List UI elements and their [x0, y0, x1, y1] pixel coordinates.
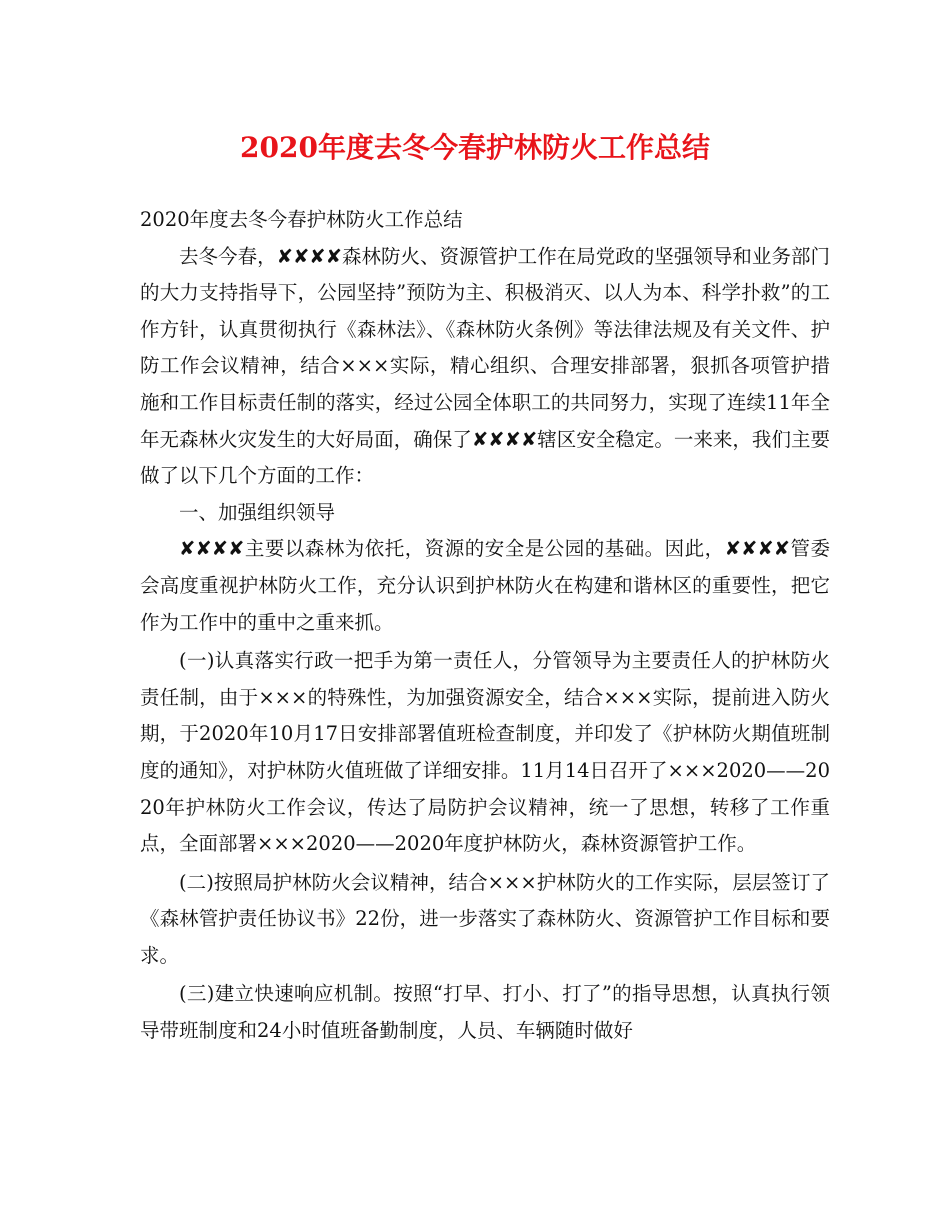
paragraph-item-2: (二)按照局护林防火会议精神，结合×××护林防火的工作实际，层层签订了《森林管护责任协议书》22份，进一步落实了森林防火、资源管护工作目标和要求。 [140, 870, 830, 967]
paragraph-intro: 去冬今春，✘✘✘✘森林防火、资源管护工作在局党政的坚强领导和业务部门的大力支持指导下，公园坚持”预防为主、积极消灭、以人为本、科学扑救”的工作方针，认真贯彻执行《森林法》、《森林防火条例》等法律法规及有关文件、护防工作会议精神，结合×××实际，精心组织、合理安排部署，狠抓各项管护措施和工作目标责任制的落实，经过公园全体职工的共同努力，实现了连续11年全年无森林火灾发生的大好局面，确保了✘✘✘✘辖区安全稳定。一来来，我们主要做了以下几个方面的工作： [140, 244, 830, 488]
paragraph-organization: ✘✘✘✘主要以森林为依托，资源的安全是公园的基础。因此，✘✘✘✘管委会高度重视护林防火工作，充分认识到护林防火在构建和谐林区的重要性，把它作为工作中的重中之重来抓。 [140, 537, 830, 634]
document-body [140, 202, 830, 1050]
document-subtitle: 2020年度去冬今春护林防火工作总结 [140, 208, 463, 231]
section-heading-organization: 一、加强组织领导 [179, 500, 336, 524]
document-title: 2020年度去冬今春护林防火工作总结 [240, 131, 710, 164]
paragraph-item-1: (一)认真落实行政一把手为第一责任人，分管领导为主要责任人的护林防火责任制，由于×××的特殊性，为加强资源安全，结合×××实际，提前进入防火期，于2020年10月17日安排部署值班检查制度，并印发了《护林防火期值班制度的通知》，对护林防火值班做了详细安排。11月14日召开了×××2020——2020年护林防火工作会议，传达了局防护会议精神，统一了思想，转移了工作重点，全面部署×××2020——2020年度护林防火，森林资源管护工作。 [140, 649, 830, 856]
paragraph-item-3: (三)建立快速响应机制。按照“打早、打小、打了”的指导思想，认真执行领导带班制度和24小时值班备勤制度，人员、车辆随时做好 [140, 982, 830, 1043]
